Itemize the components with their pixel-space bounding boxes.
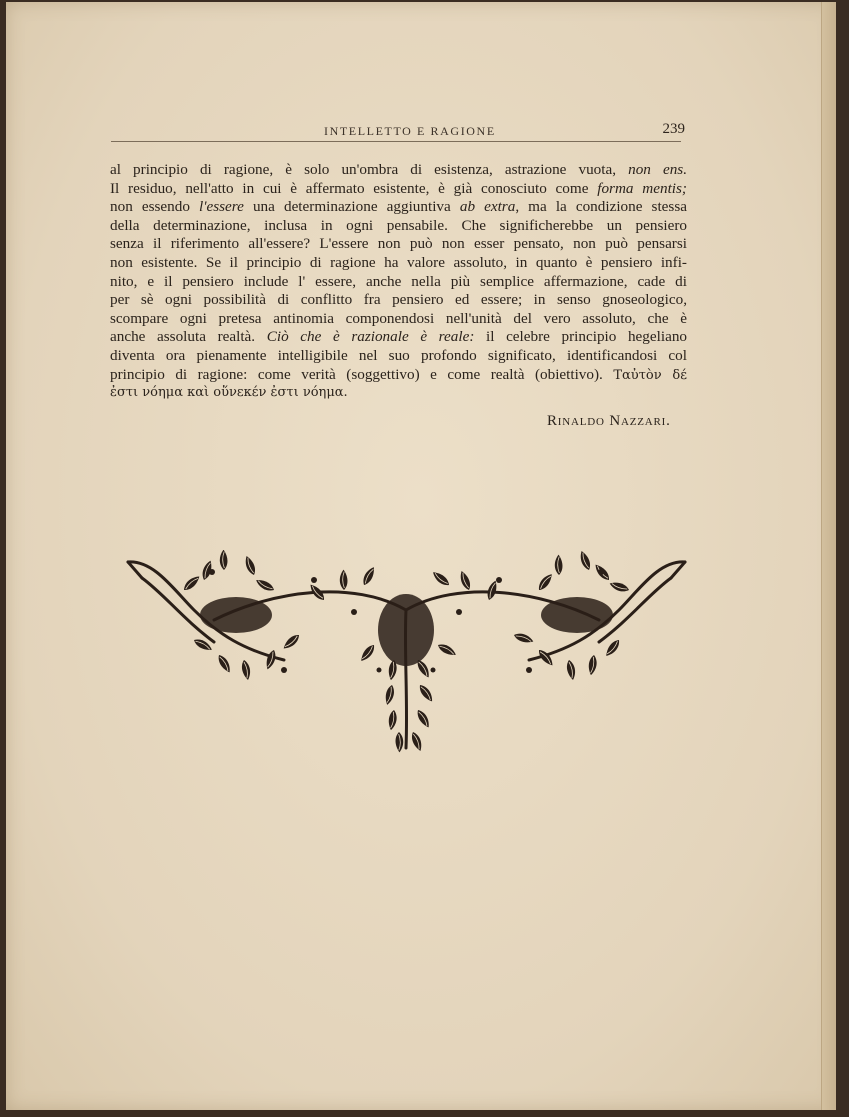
text-line: Il residuo, nell'atto in cui è affermato esistente, è già conosciuto come forma mentis; — [110, 179, 687, 197]
author-signature: Rinaldo Nazzari. — [547, 413, 671, 429]
text-line: anche assoluta realtà. Ciò che è razionale è reale: il celebre principio hegeliano — [110, 328, 688, 346]
text-line: senza il riferimento all'essere? L'essere non può non esser pensato, non può pensarsi — [110, 235, 687, 253]
text-line: non esistente. Se il principio di ragione ha valore assoluto, in quanto è pensiero infi- — [110, 253, 687, 271]
page-edge — [821, 2, 836, 1110]
text-line: nito, e il pensiero include l' essere, anche nella più semplice affermazione, cade di — [110, 272, 687, 290]
running-head-title: INTELLETTO E RAGIONE — [324, 124, 496, 138]
text-line: scompare ogni pretesa antinomia componendosi nell'unità del vero assoluto, che è — [110, 309, 687, 327]
book-page — [6, 2, 836, 1110]
text-line: non essendo l'essere una determinazione aggiuntiva ab extra, ma la condizione stessa — [110, 198, 687, 216]
text-line: della determinazione, inclusa in ogni pensabile. Che significherebbe un pensiero — [110, 216, 687, 234]
text-line: diventa ora pienamente intelligibile nel suo profondo significato, identificandosi col — [110, 346, 687, 364]
text-line: per sè ogni possibilità di conflitto fra pensiero ed essere; in senso gnoseologico, — [110, 291, 687, 309]
body-text — [110, 161, 687, 403]
page-number: 239 — [662, 121, 685, 137]
running-head — [111, 121, 685, 142]
text-line: principio di ragione: come verità (soggettivo) e come realtà (obiettivo). Ταὐτὸν δέ — [110, 365, 687, 383]
text-line: ἐστι νόημα καὶ οὕνεκέν ἐστι νόημα. — [110, 385, 348, 401]
text-line: al principio di ragione, è solo un'ombra di esistenza, astrazione vuota, non ens. — [110, 161, 688, 178]
laurel-garland-ornament-icon — [124, 550, 689, 755]
